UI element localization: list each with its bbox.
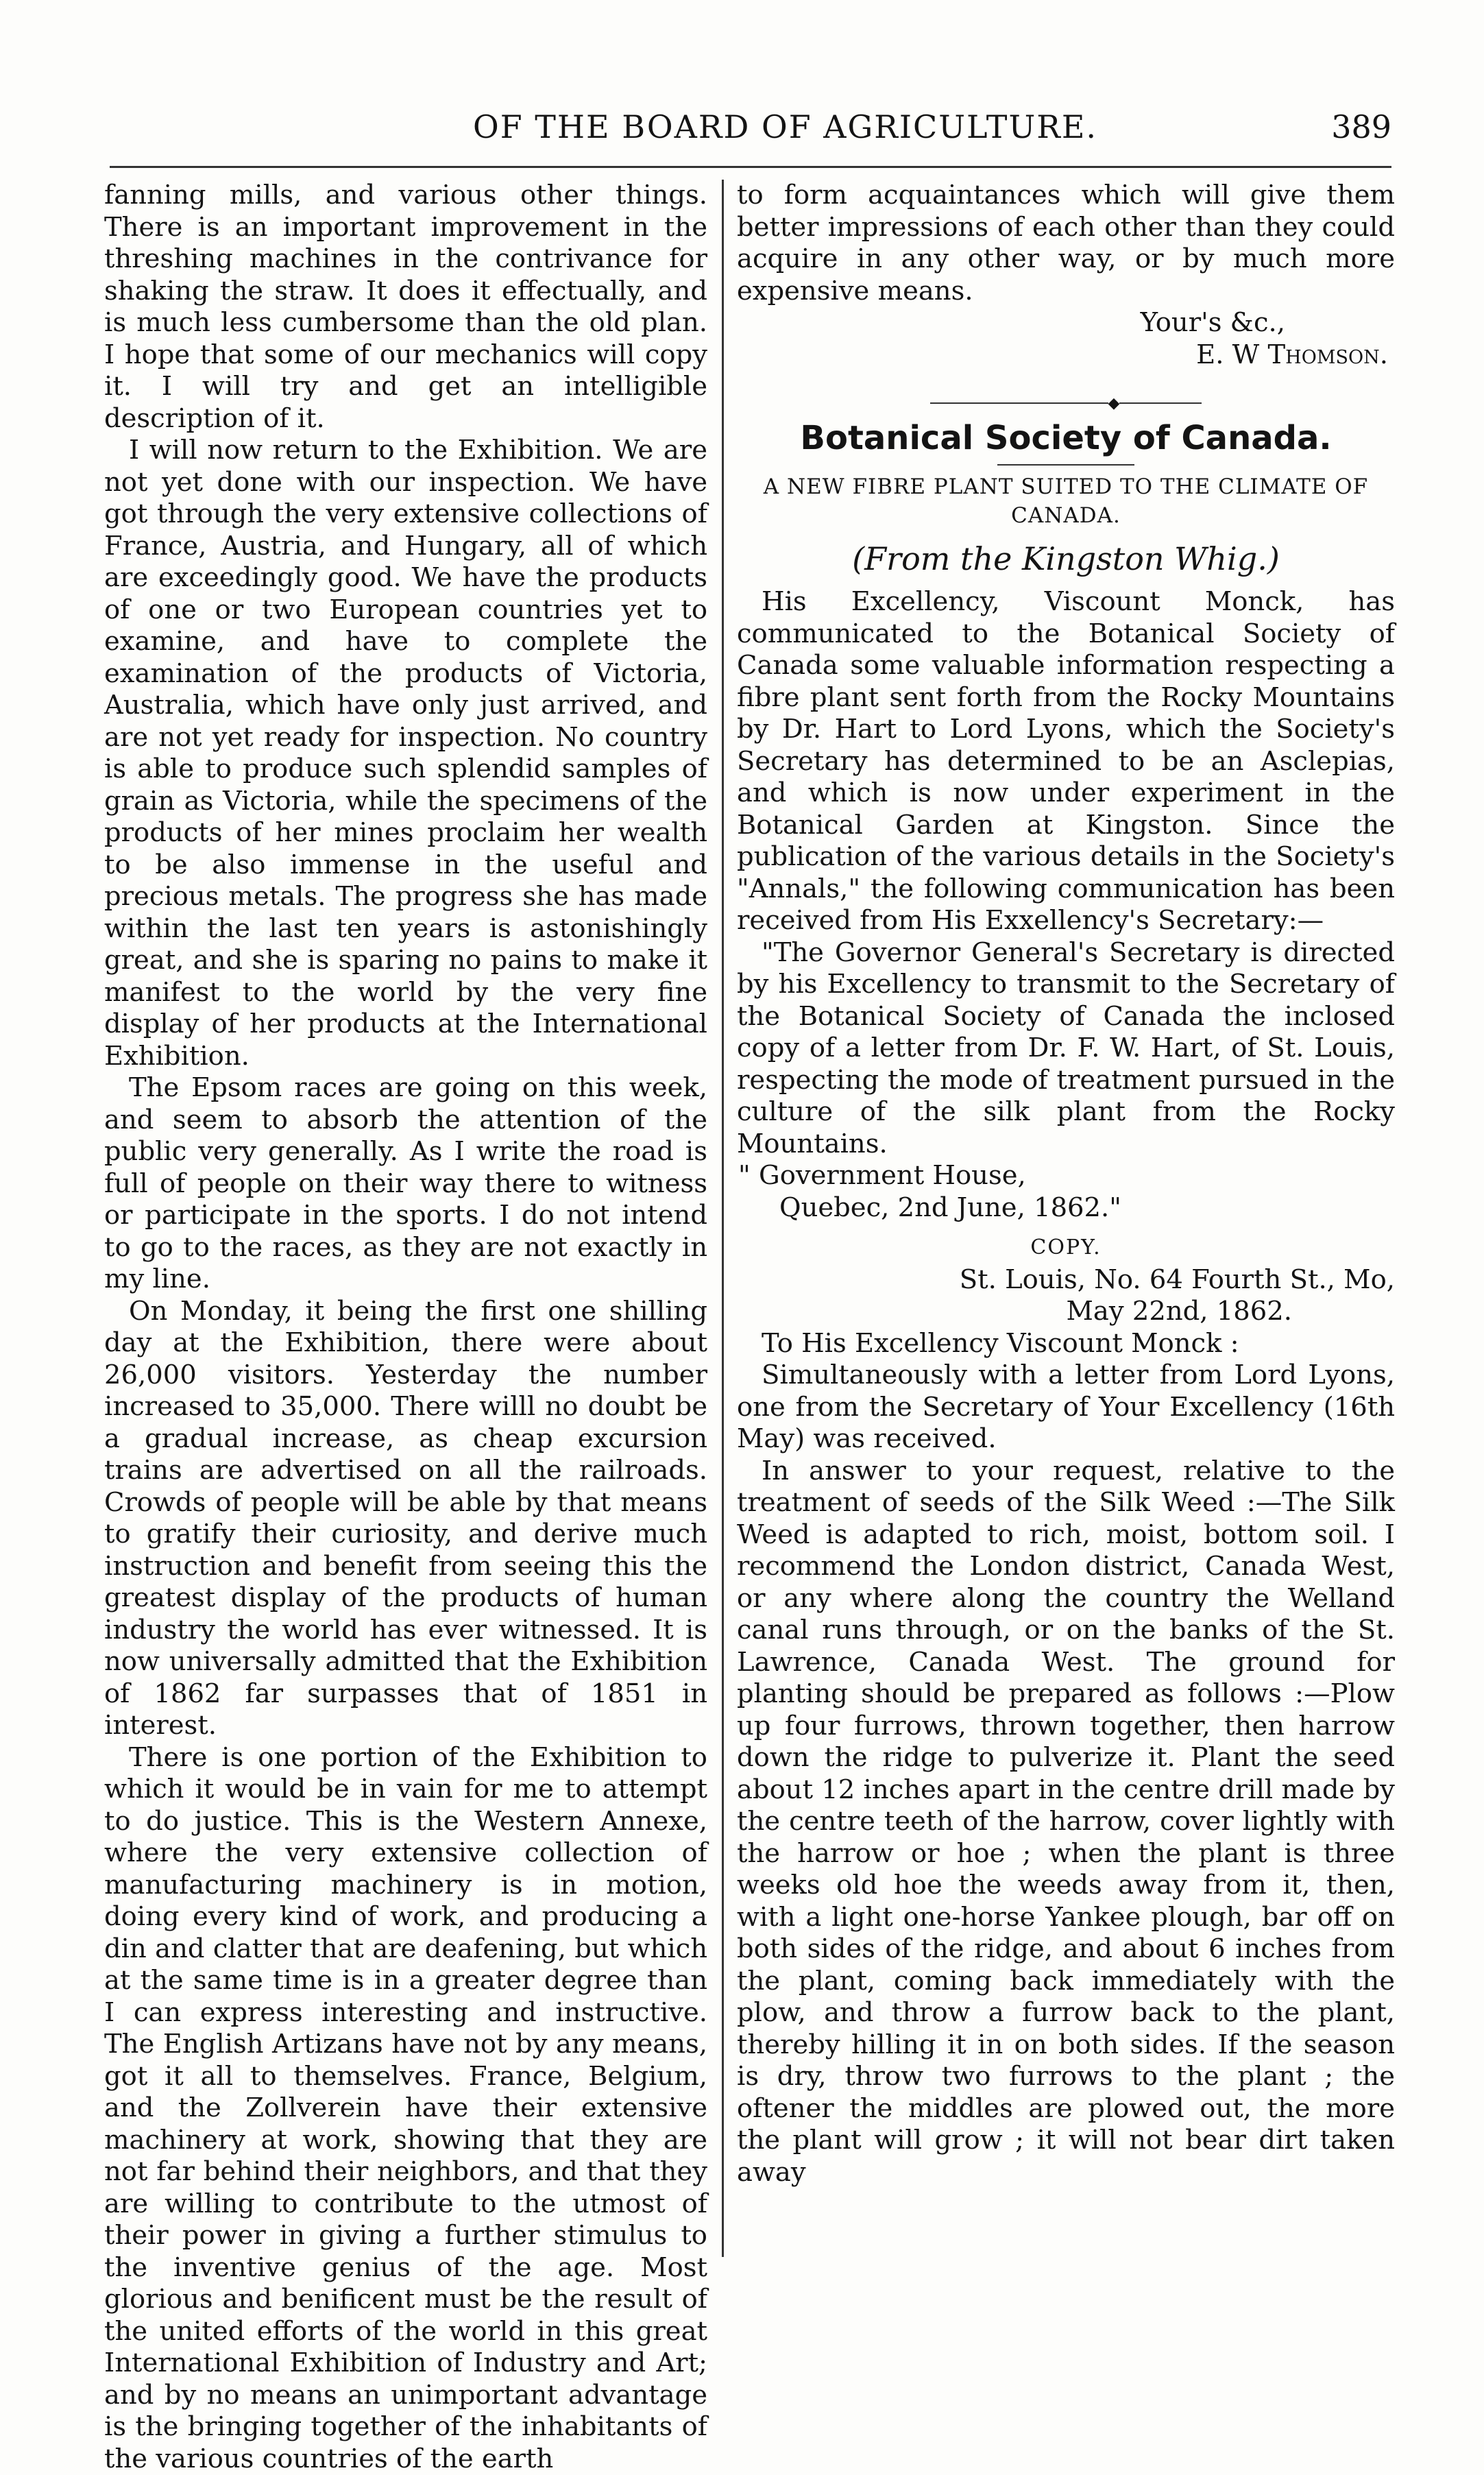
page-header: [103, 108, 1391, 156]
subheading: A NEW FIBRE PLANT SUITED TO THE CLIMATE OF CANADA.: [737, 472, 1395, 530]
letter-paragraph: Simultaneously with a letter from Lord Lyons, one from the Secretary of Your Excellency (16th May) was received.: [737, 1360, 1395, 1456]
ornament-divider: ◆: [737, 386, 1395, 400]
heading-rule: [997, 464, 1134, 466]
paragraph: On Monday, it being the first one shilling day at the Exhibition, there were about 26,000 visitors. Yesterday the number increased to 35,000. There willl no doubt be a gradual increase, as cheap excursion trains are advertised on all the railroads. Crowds of people will be able by that means to gratify their curiosity, and derive much instruction and benefit from seeing this the greatest display of the products of human industry the world has ever witnessed. It is now universally admitted that the Exhibition of 1862 far surpasses that of 1851 in interest.: [104, 1296, 707, 1742]
paragraph: I will now return to the Exhibition. We are not yet done with our inspection. We have got through the very extensive collections of France, Austria, and Hungary, all of which are exceedingly good. We have the products of one or two European countries yet to examine, and have to complete the examination of the products of Victoria, Australia, which have only just arrived, and are not yet ready for inspection. No country is able to produce such splendid samples of grain as Victoria, while the specimens of the products of her mines proclaim her wealth to be also immense in the useful and precious metals. The progress she has made within the last ten years is astonishingly great, and she is sparing no pains to make it manifest to the world by the very fine display of her products at the International Exhibition.: [104, 435, 707, 1072]
header-rule: [110, 166, 1391, 168]
continuation-paragraph: to form acquaintances which will give them better impressions of each other than they could acquire in any other way, or by much more expensive means.: [737, 180, 1395, 307]
intro-paragraph: His Excellency, Viscount Monck, has communicated to the Botanical Society of Canada some valuable information respecting a fibre plant sent forth from the Rocky Mountains by Dr. Hart to Lord Lyons, which the Society's Secretary has determined to be an Asclepias, and which is now under experiment in the Botanical Garden at Kingston. Since the publication of the various details in the Society's "Annals," the following communication has been received from His Exxellency's Secretary:—: [737, 586, 1395, 937]
section-heading: Botanical Society of Canada.: [737, 418, 1395, 459]
address-line: Quebec, 2nd June, 1862.": [738, 1192, 1395, 1224]
source-line: (From the Kingston Whig.): [737, 537, 1395, 581]
signature: E. W Thomson.: [737, 339, 1395, 372]
column-divider: [722, 180, 724, 2257]
address-line: " Government House,: [738, 1160, 1395, 1192]
page-number: 389: [1331, 108, 1391, 145]
letter-date-line: May 22nd, 1862.: [737, 1296, 1395, 1328]
paragraph: The Epsom races are going on this week, and seem to absorb the attention of the public very generally. As I write the road is full of people on their way there to witness or participate in the sports. I do not intend to go to the races, as they are not exactly in my line.: [104, 1072, 707, 1296]
letter-address-line: St. Louis, No. 64 Fourth St., Mo,: [737, 1264, 1395, 1296]
paragraph: There is one portion of the Exhibition to which it would be in vain for me to attempt to do justice. This is the Western Annexe, where the very extensive collection of manufacturing machinery is in motion, doing every kind of work, and producing a din and clatter that are deafening, but which at the same time is in a greater degree than I can express interesting and instructive. The English Artizans have not by any means, got it all to themselves. France, Belgium, and the Zollverein have their extensive machinery at work, showing that they are not far behind their neighbors, and that they are willing to contribute to the utmost of their power in giving a further stimulus to the inventive genius of the age. Most glorious and benificent must be the result of the united efforts of the world in this great International Exhibition of Industry and Art; and by no means an unimportant advantage is the bringing together of the inhabitants of the various countries of the earth: [104, 1742, 707, 2475]
left-column: [104, 180, 707, 2261]
copy-label: COPY.: [737, 1232, 1395, 1264]
paragraph: fanning mills, and various other things. There is an important improvement in the threshing machines in the contrivance for shaking the straw. It does it effectually, and is much less cumbersome than the old plan. I hope that some of our mechanics will copy it. I will try and get an intelligible description of it.: [104, 180, 707, 435]
signoff: Your's &c.,: [737, 307, 1395, 339]
quote-paragraph: "The Governor General's Secretary is directed by his Excellency to transmit to the Secretary of the Botanical Society of Canada the inclosed copy of a letter from Dr. F. W. Hart, of St. Louis, respecting the mode of treatment pursued in the culture of the silk plant from the Rocky Mountains.: [737, 937, 1395, 1161]
letter-paragraph: In answer to your request, relative to the treatment of seeds of the Silk Weed :—The Silk Weed is adapted to rich, moist, bottom soil. I recommend the London district, Canada West, or any where along the country the Welland canal runs through, or on the banks of the St. Lawrence, Canada West. The ground for planting should be prepared as follows :—Plow up four furrows, thrown together, then harrow down the ridge to pulverize it. Plant the seed about 12 inches apart in the centre drill made by the centre teeth of the harrow, cover lightly with the harrow or hoe ; when the plant is three weeks old hoe the weeds away from it, then, with a light one-horse Yankee plough, bar off on both sides of the ridge, and about 6 inches from the plant, coming back immediately with the plow, and throw a furrow back to the plant, thereby hilling it in on both sides. If the season is dry, throw two furrows to the plant ; the oftener the middles are plowed out, the more the plant will grow ; it will not bear dirt taken away: [737, 1456, 1395, 2189]
salutation: To His Excellency Viscount Monck :: [737, 1328, 1395, 1360]
running-title: OF THE BOARD OF AGRICULTURE.: [473, 108, 1097, 145]
government-house-address: [737, 1160, 1395, 1224]
right-column: [737, 180, 1395, 2261]
